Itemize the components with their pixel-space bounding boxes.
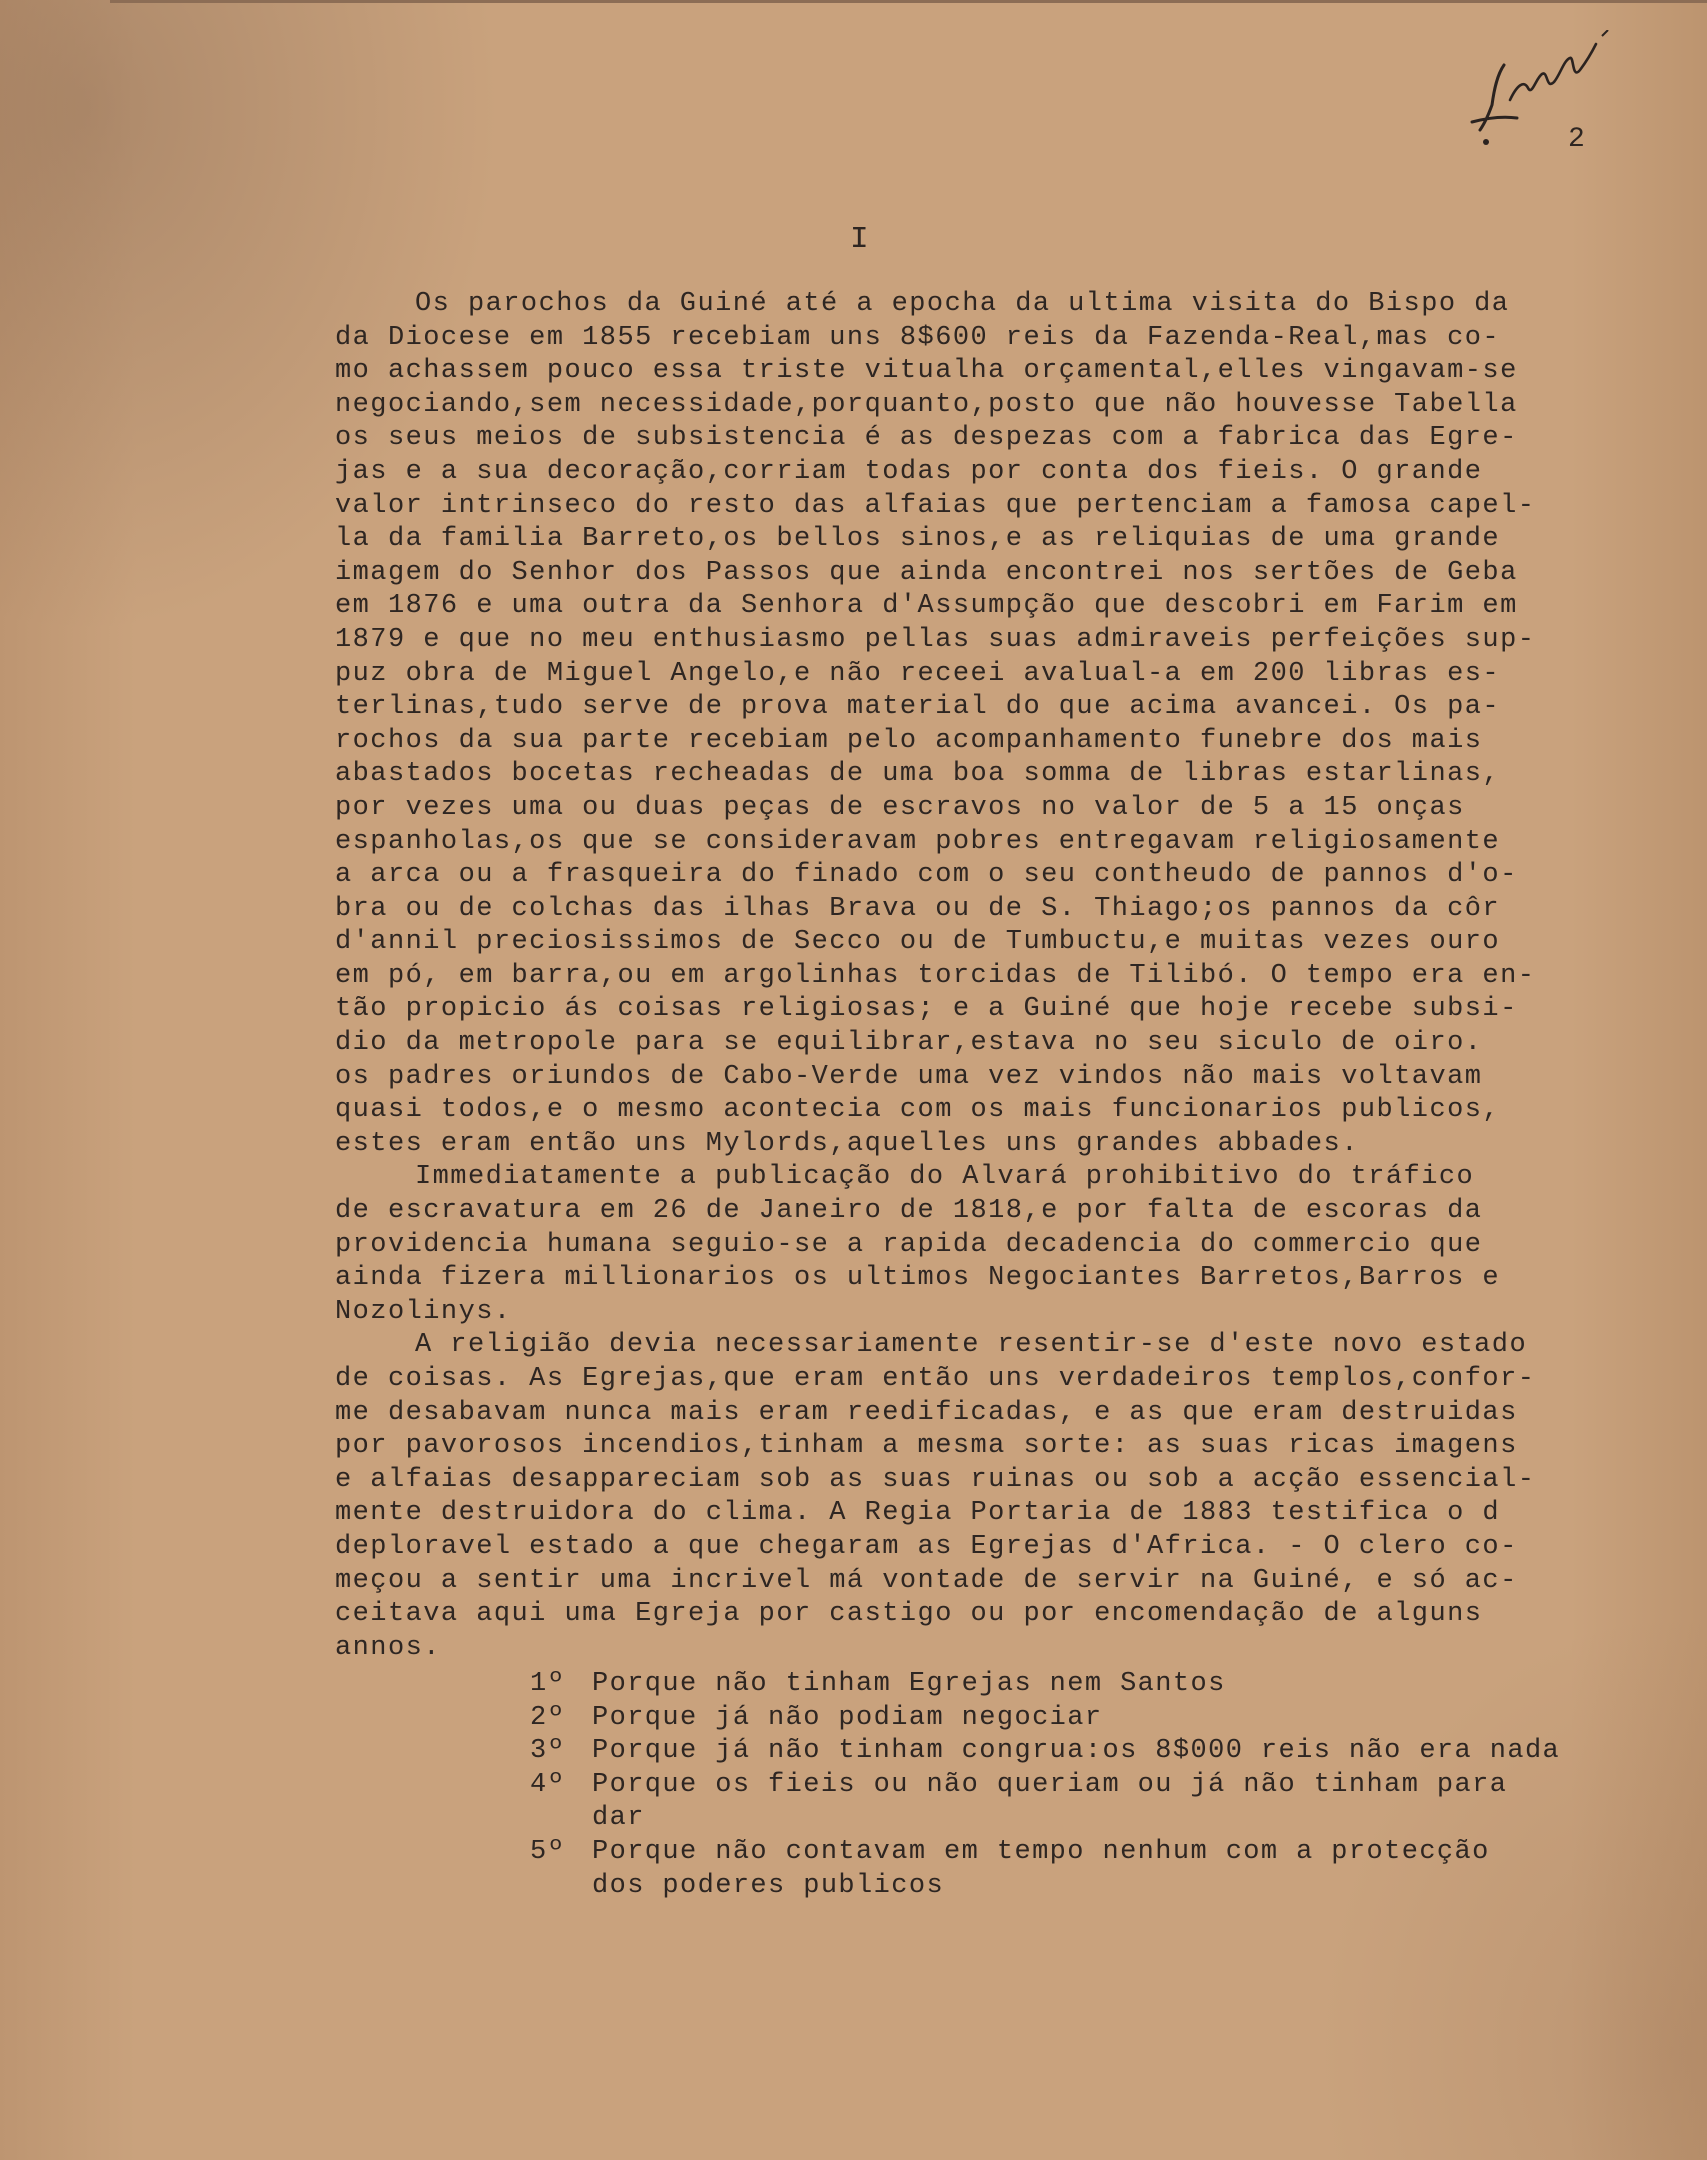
- text-line: a arca ou a frasqueira do finado com o seu contheudo de pannos d'o-: [335, 860, 1518, 891]
- list-item: [530, 1735, 1690, 1769]
- text-line: de escravatura em 26 de Janeiro de 1818,e por falta de escoras da: [335, 1196, 1483, 1227]
- text-line: por pavorosos incendios,tinham a mesma sorte: as suas ricas imagens: [335, 1431, 1518, 1462]
- reasons-list: [530, 1668, 1690, 1903]
- list-item-text: Porque já não tinham congrua:os 8$000 reis não era nada: [592, 1736, 1561, 1767]
- text-line: negociando,sem necessidade,porquanto,posto que não houvesse Tabella: [335, 389, 1518, 420]
- text-line: mente destruidora do clima. A Regia Portaria de 1883 testifica o d: [335, 1498, 1501, 1529]
- text-line: em pó, em barra,ou em argolinhas torcidas de Tilibó. O tempo era en-: [335, 960, 1536, 991]
- text-line: meçou a sentir uma incrivel má vontade de servir na Guiné, e só ac-: [335, 1565, 1518, 1596]
- list-item-number: 1º: [530, 1669, 566, 1699]
- text-line: estes eram então uns Mylords,aquelles uns grandes abbades.: [335, 1128, 1359, 1159]
- text-line: bra ou de colchas das ilhas Brava ou de S. Thiago;os pannos da côr: [335, 893, 1501, 924]
- text-line: dio da metropole para se equilibrar,estava no seu siculo de oiro.: [335, 1028, 1483, 1059]
- text-line: tão propicio ás coisas religiosas; e a Guiné que hoje recebe subsi-: [335, 994, 1518, 1025]
- text-line: Nozolinys.: [335, 1296, 512, 1327]
- text-line: 1879 e que no meu enthusiasmo pellas suas admiraveis perfeições sup-: [335, 624, 1536, 655]
- list-item-text: Porque não contavam em tempo nenhum com a protecção dos poderes publicos: [592, 1836, 1490, 1901]
- text-line: Os parochos da Guiné até a epocha da ultima visita do Bispo da: [415, 289, 1510, 319]
- text-line: espanholas,os que se consideravam pobres entregavam religiosamente: [335, 826, 1501, 857]
- text-line: jas e a sua decoração,corriam todas por conta dos fieis. O grande: [335, 456, 1483, 487]
- section-heading: I: [850, 222, 869, 257]
- list-item-text: Porque os fieis ou não queriam ou já não tinham para dar: [592, 1769, 1508, 1834]
- text-line: annos.: [335, 1632, 441, 1663]
- text-line: ceitava aqui uma Egreja por castigo ou por encomendação de alguns: [335, 1599, 1483, 1630]
- text-line: ainda fizera millionarios os ultimos Negociantes Barretos,Barros e: [335, 1263, 1501, 1294]
- text-line: providencia humana seguio-se a rapida decadencia do commercio que: [335, 1229, 1483, 1260]
- handwritten-signature: [1462, 30, 1612, 150]
- text-line: puz obra de Miguel Angelo,e não receei avalual-a em 200 libras es-: [335, 658, 1501, 689]
- list-item: [530, 1836, 1690, 1903]
- page-number: 2: [1568, 124, 1586, 155]
- text-line: Immediatamente a publicação do Alvará prohibitivo do tráfico: [415, 1162, 1475, 1193]
- text-line: em 1876 e uma outra da Senhora d'Assumpção que descobri em Farim em: [335, 591, 1518, 622]
- text-line: e alfaias desappareciam sob as suas ruinas ou sob a acção essencial-: [335, 1464, 1536, 1495]
- text-line: por vezes uma ou duas peças de escravos no valor de 5 a 15 onças: [335, 792, 1465, 823]
- text-line: quasi todos,e o mesmo acontecia com os mais funcionarios publicos,: [335, 1095, 1501, 1126]
- text-line: abastados bocetas recheadas de uma boa somma de libras estarlinas,: [335, 759, 1501, 790]
- text-line: A religião devia necessariamente resentir-se d'este novo estado: [415, 1330, 1528, 1361]
- text-line: terlinas,tudo serve de prova material do que acima avancei. Os pa-: [335, 692, 1501, 723]
- text-line: mo achassem pouco essa triste vitualha orçamental,elles vingavam-se: [335, 356, 1518, 387]
- text-line: rochos da sua parte recebiam pelo acompanhamento funebre dos mais: [335, 725, 1483, 756]
- text-line: de coisas. As Egrejas,que eram então uns verdadeiros templos,confor-: [335, 1364, 1536, 1394]
- list-item: [530, 1668, 1690, 1702]
- page-edge: [110, 0, 1707, 3]
- list-item-number: 4º: [530, 1769, 566, 1800]
- text-line: la da familia Barreto,os bellos sinos,e as reliquias de uma grande: [335, 524, 1501, 555]
- text-line: d'annil preciosissimos de Secco ou de Tumbuctu,e muitas vezes ouro: [335, 927, 1501, 958]
- text-line: imagem do Senhor dos Passos que ainda encontrei nos sertões de Geba: [335, 557, 1518, 588]
- text-line: me desabavam nunca mais eram reedificadas, e as que eram destruidas: [335, 1397, 1518, 1428]
- text-line: deploravel estado a que chegaram as Egrejas d'Africa. - O clero co-: [335, 1531, 1518, 1562]
- text-line: os seus meios de subsistencia é as despezas com a fabrica das Egre-: [335, 423, 1518, 454]
- body-text: [335, 288, 1685, 1665]
- list-item-number: 5º: [530, 1836, 566, 1867]
- list-item-text: Porque não tinham Egrejas nem Santos: [592, 1669, 1226, 1699]
- list-item-number: 2º: [530, 1702, 566, 1733]
- text-line: da Diocese em 1855 recebiam uns 8$600 reis da Fazenda-Real,mas co-: [335, 322, 1501, 353]
- list-item-number: 3º: [530, 1736, 566, 1767]
- text-line: os padres oriundos de Cabo-Verde uma vez vindos não mais voltavam: [335, 1061, 1483, 1092]
- text-line: valor intrinseco do resto das alfaias que pertenciam a famosa capel-: [335, 490, 1536, 521]
- list-item-text: Porque já não podiam negociar: [592, 1702, 1103, 1733]
- list-item: [530, 1702, 1690, 1736]
- list-item: [530, 1769, 1690, 1836]
